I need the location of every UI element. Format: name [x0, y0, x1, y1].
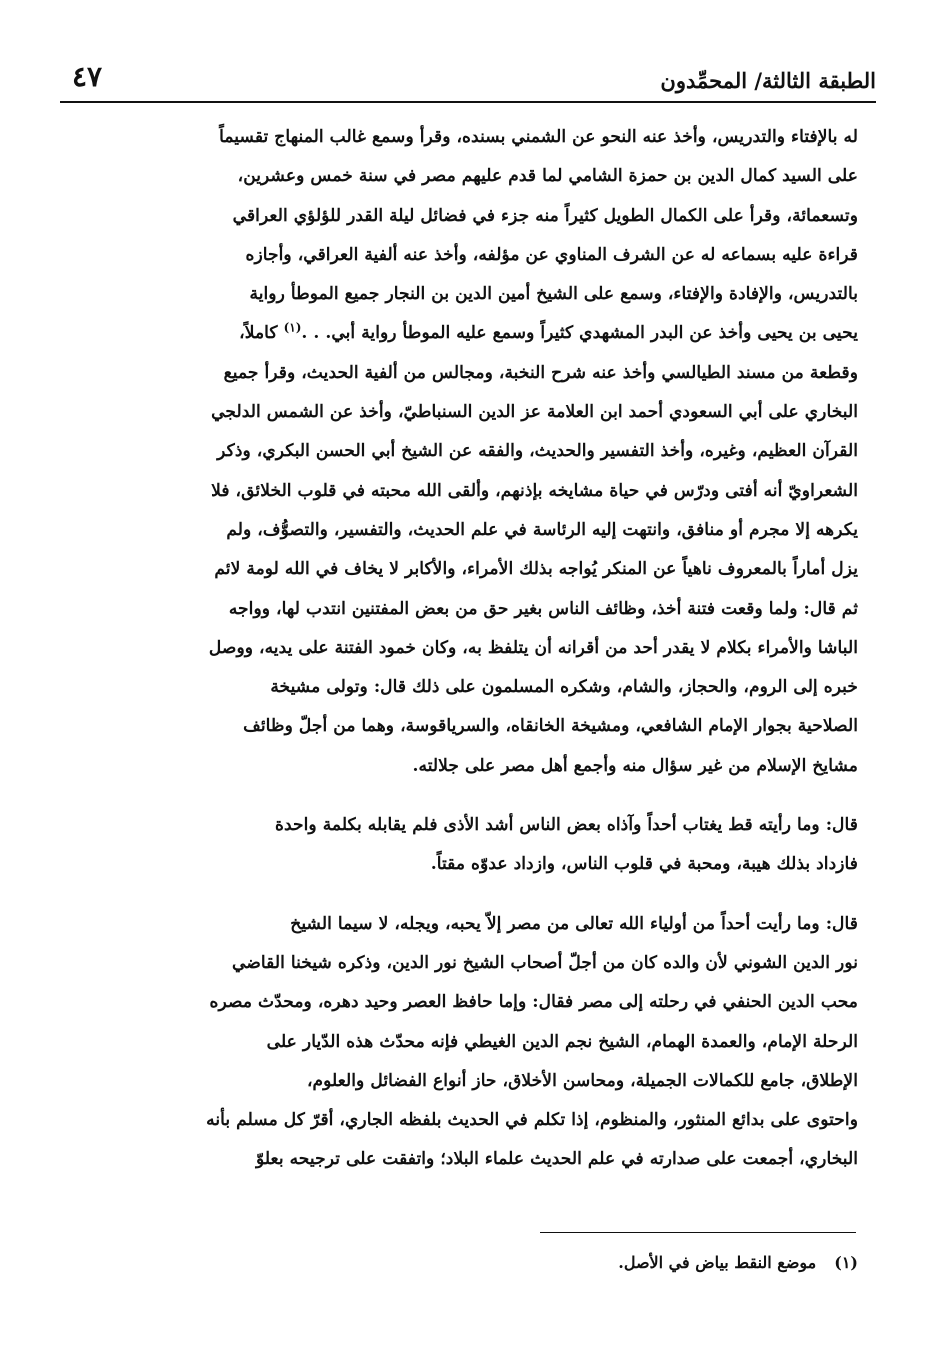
- body-text: [76, 118, 858, 1180]
- paragraph-3: [76, 905, 858, 1180]
- text-line: الرحلة الإمام، والعمدة الهمام، الشيخ نجم الدين الغيطي فإنه محدّث هذه الدّيار على: [266, 1031, 858, 1052]
- footnote: [618, 1253, 858, 1272]
- running-header: [60, 58, 876, 102]
- text-line: نور الدين الشوني لأن والده كان من أجلّ أصحاب الشيخ نور الدين، وذكره شيخنا القاضي: [232, 952, 858, 973]
- text-segment: يحيى بن يحيى وأخذ عن البدر المشهدي كثيراً وسمع عليه الموطأ رواية أبي. . .: [301, 323, 858, 344]
- text-line: البخاري على أبي السعودي أحمد ابن العلامة عز الدين السنباطيّ، وأخذ عن الشمس الدلجي: [211, 402, 858, 423]
- text-line: مشايخ الإسلام من غير سؤال منه وأجمع أهل مصر على جلالته.: [412, 755, 858, 776]
- text-line: الباشا والأمراء بكلام لا يقدر أحد من أقرانه أن يتلفظ به، وكان خمود الفتنة على يديه، ووصل: [208, 637, 858, 658]
- text-line: خبره إلى الروم، والحجاز، والشام، وشكره المسلمون على ذلك قال: وتولى مشيخة: [270, 677, 858, 698]
- footnote-reference[interactable]: (١): [283, 320, 302, 335]
- text-line: قال: وما رأيته قط يغتاب أحداً وآذاه بعض الناس أشد الأذى فلم يقابله بكلمة واحدة: [275, 815, 858, 836]
- paragraph-2: [76, 806, 858, 885]
- text-line: القرآن العظيم، وغيره، وأخذ التفسير والحديث، والفقه عن الشيخ أبي الحسن البكري، وذكر: [217, 441, 858, 462]
- text-line: له بالإفتاء والتدريس، وأخذ عنه النحو عن الشمني بسنده، وقرأ وسمع غالب المنهاج تقسيماً: [219, 127, 858, 147]
- text-line: على السيد كمال الدين بن حمزة الشامي لما قدم عليهم مصر في سنة خمس وعشرين،: [237, 166, 858, 187]
- text-line: ثم قال: ولما وقعت فتنة أخذ، وظائف الناس بغير حق من بعض المفتنين انتدب لها، وواجه: [228, 598, 858, 619]
- page-number: ٤٧: [72, 60, 103, 93]
- text-line: وقطعة من مسند الطيالسي وأخذ عنه شرح النخبة، ومجالس من ألفية الحديث، وقرأ جميع: [223, 362, 858, 383]
- text-line-with-note: [76, 314, 858, 353]
- text-segment: كاملاً،: [239, 323, 284, 344]
- text-line: بالتدريس، والإفادة والإفتاء، وسمع على الشيخ أمين الدين بن النجار جميع الموطأ رواية: [249, 284, 858, 305]
- header-divider: [60, 101, 876, 103]
- text-line: يزل أماراً بالمعروف ناهياً عن المنكر يُواجه بذلك الأمراء، والأكابر لا يخاف في الله لومة لائم: [214, 559, 858, 580]
- text-line: قراءة عليه بسماعه له عن الشرف المناوي عن مؤلفه، وأخذ عنه ألفية العراقي، وأجازه: [245, 244, 858, 265]
- paragraph-1: [76, 118, 858, 786]
- text-line: الصلاحية بجوار الإمام الشافعي، ومشيخة الخانقاه، والسرياقوسة، وهما من أجلّ وظائف: [243, 716, 858, 737]
- text-line: محب الدين الحنفي في رحلته إلى مصر فقال: وإما حافظ العصر وحيد دهره، ومحدّث مصره: [209, 992, 858, 1013]
- footnote-marker: (١): [834, 1253, 858, 1272]
- text-line: البخاري، أجمعت على صدارته في علم الحديث علماء البلاد؛ واتفقت على ترجيحه بعلوّ: [255, 1149, 858, 1170]
- footnote-text: موضع النقط بياض في الأصل.: [618, 1253, 817, 1272]
- footnote-divider: [540, 1232, 856, 1233]
- chapter-title: الطبقة الثالثة/ المحمِّدون: [660, 68, 876, 93]
- text-line: وتسعمائة، وقرأ على الكمال الطويل كثيراً منه جزء في فضائل ليلة القدر للؤلؤي العراقي: [232, 205, 858, 226]
- text-line: يكرهه إلا مجرم أو منافق، وانتهت إليه الرئاسة في علم الحديث، والتفسير، والتصوُّف، ولم: [226, 519, 858, 540]
- text-line: الشعراويّ أنه أفتى ودرّس في حياة مشايخه بإذنهم، وألقى الله محبته في قلوب الخلائق، فلا: [211, 480, 858, 501]
- text-line: واحتوى على بدائع المنثور، والمنظوم، إذا تكلم في الحديث بلفظه الجاري، أقرّ كل مسلم بأنه: [206, 1110, 858, 1131]
- text-line: الإطلاق، جامع للكمالات الجميلة، ومحاسن الأخلاق، حاز أنواع الفضائل والعلوم،: [306, 1070, 858, 1091]
- text-line: فازداد بذلك هيبة، ومحبة في قلوب الناس، وازداد عدوّه مقتاً.: [430, 854, 858, 875]
- text-line: قال: وما رأيت أحداً من أولياء الله تعالى من مصر إلاّ يحبه، ويجله، لا سيما الشيخ: [290, 913, 858, 934]
